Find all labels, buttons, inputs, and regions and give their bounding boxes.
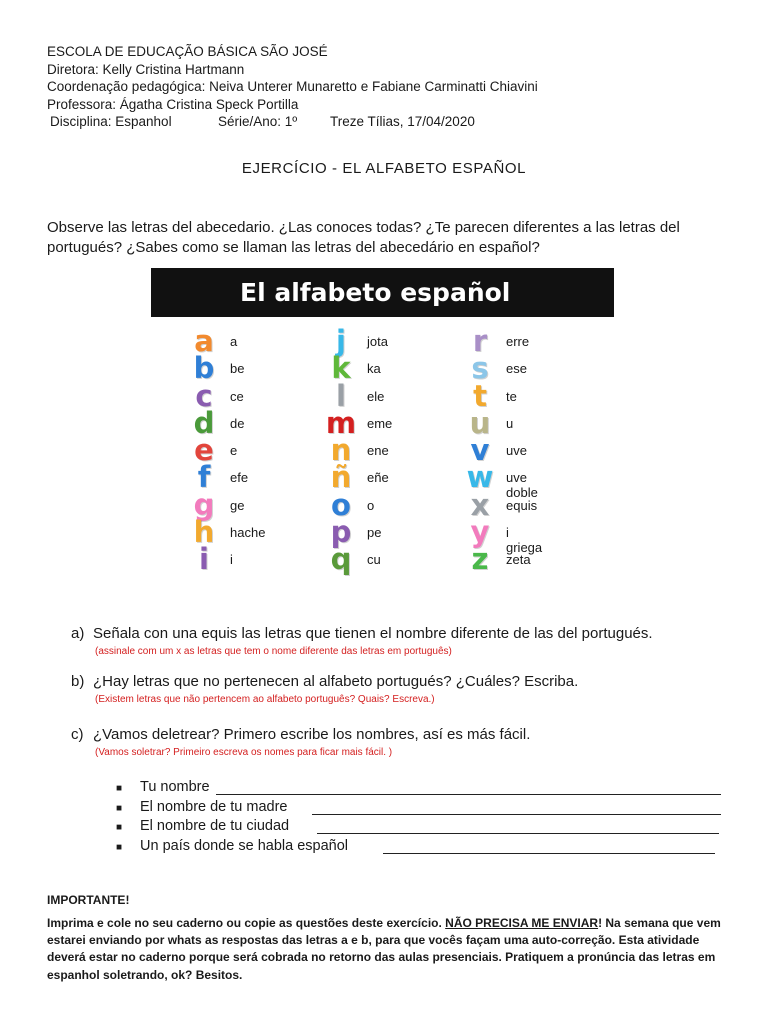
alphabet-letter: j: [336, 324, 346, 358]
question-text: Señala con una equis las letras que tienen el nombre diferente de las del portugués.: [93, 625, 653, 642]
alphabet-letter-name: cu: [367, 552, 381, 568]
alphabet-letter-name: be: [230, 361, 245, 377]
alphabet-letter-name: jota: [367, 334, 388, 349]
coordination-line: Coordenação pedagógica: Neiva Unterer Munaretto e Fabiane Carminatti Chiavini: [47, 79, 538, 94]
alphabet-letter-name: erre: [506, 334, 530, 349]
subject-line: Disciplina: Espanhol: [50, 114, 172, 129]
alphabet-letter-name: a: [230, 334, 238, 349]
answer-line[interactable]: [317, 833, 719, 834]
director-line: Diretora: Kelly Cristina Hartmann: [47, 61, 245, 77]
question-text: ¿Hay letras que no pertenecen al alfabeto portugués? ¿Cuáles? Escriba.: [93, 673, 579, 690]
place-date-line: Treze Tílias, 17/04/2020: [330, 114, 475, 129]
alphabet-letter-name: equis: [506, 497, 538, 513]
alphabet-letter-name: ese: [506, 361, 527, 377]
alphabet-letter-name: eñe: [367, 470, 389, 486]
alphabet-letter: g: [193, 487, 215, 522]
important-body: [47, 915, 723, 984]
important-text-1: Imprima e cole no seu caderno ou copie as questões deste exercício.: [47, 916, 446, 930]
alphabet-letter: v: [470, 433, 490, 468]
exercise-title: EJERCÍCIO - EL ALFABETO ESPAÑOL: [241, 160, 527, 177]
question-letter: c): [71, 726, 84, 743]
question-text: ¿Vamos deletrear? Primero escribe los nombres, así es más fácil.: [93, 726, 531, 743]
question-letter: a): [71, 625, 85, 642]
important-text-2: ! Na semana que vem estarei enviando por whats as respostas das letras a e b, para que vocês façam uma auto-correção. Esta atividade deverá estar no caderno porque será cobrada no retorno das aulas presenciais. Pratiquem a pronúncia das letras em espanhol soletrando, ok? Besitos.: [47, 916, 721, 982]
fill-in-label: El nombre de tu ciudad: [140, 818, 290, 834]
school-name: ESCOLA DE EDUCAÇÃO BÁSICA SÃO JOSÉ: [47, 44, 328, 59]
alphabet-letter-name: pe: [367, 525, 382, 541]
answer-line[interactable]: [216, 794, 721, 795]
alphabet-letter: l: [336, 378, 346, 413]
answer-line[interactable]: [383, 853, 715, 854]
alphabet-letter-name: e: [230, 443, 238, 459]
alphabet-letter: ñ: [330, 460, 352, 495]
alphabet-letter-name: ene: [367, 443, 389, 459]
alphabet-letter-name: de: [230, 415, 245, 431]
alphabet-letter-name: te: [506, 388, 517, 404]
alphabet-letter: d: [193, 405, 215, 440]
alphabet-letter-name: hache: [230, 525, 266, 541]
alphabet-banner: El alfabeto español: [151, 268, 614, 317]
alphabet-letter: p: [330, 515, 352, 550]
important-title: IMPORTANTE!: [47, 893, 130, 907]
alphabet-letter-name: zeta: [506, 552, 531, 568]
alphabet-letter-name: ge: [230, 497, 245, 513]
teacher-line: Professora: Ágatha Cristina Speck Portilla: [47, 96, 299, 112]
alphabet-letter: k: [331, 351, 351, 386]
alphabet-letter-name: ka: [367, 361, 381, 377]
fill-in-label: Un país donde se habla español: [140, 837, 348, 854]
alphabet-letter: w: [466, 460, 494, 495]
answer-line[interactable]: [312, 814, 721, 815]
alphabet-letter: m: [325, 405, 357, 440]
bullet: ■: [116, 822, 123, 833]
document-header: [47, 43, 538, 131]
question-letter: b): [71, 673, 85, 690]
bullet: ■: [116, 802, 123, 814]
alphabet-letter: u: [469, 405, 491, 440]
alphabet-letter-name: o: [367, 497, 375, 513]
bullet: ■: [116, 783, 123, 794]
alphabet-letter-name: ce: [230, 388, 244, 404]
alphabet-letter-name: eme: [367, 415, 393, 431]
question-translation: (assinale com um x as letras que tem o nome diferente das letras em português): [95, 646, 452, 657]
subject-row: [47, 113, 538, 131]
alphabet-letter-name: i griega: [506, 525, 543, 556]
question-translation: (Existem letras que não pertencem ao alfabeto português? Quais? Escreva.): [95, 694, 435, 705]
alphabet-letter-name: efe: [230, 470, 249, 486]
question-translation: (Vamos soletrar? Primeiro escreva os nomes para ficar mais fácil. ): [95, 747, 393, 758]
alphabet-letter: z: [471, 542, 489, 577]
alphabet-letter: f: [197, 460, 211, 495]
alphabet-letter-name: uve: [506, 443, 527, 459]
alphabet-letter-name: u: [506, 415, 514, 431]
alphabet-letter: i: [199, 542, 209, 577]
alphabet-letter: q: [330, 542, 352, 577]
alphabet-letter-name: ele: [367, 388, 385, 404]
alphabet-letter: t: [473, 378, 487, 413]
alphabet-letter: n: [330, 433, 352, 468]
alphabet-letter: y: [470, 515, 490, 550]
intro-paragraph: Observe las letras del abecedario. ¿Las conoces todas? ¿Te parecen diferentes a las letras del portugués? ¿Sabes como se llaman las letras del abecedário en español?: [47, 219, 680, 256]
important-underlined: NÃO PRECISA ME ENVIAR: [445, 916, 599, 930]
alphabet-letter: x: [470, 487, 490, 522]
alphabet-letter: a: [194, 324, 214, 358]
alphabet-letter-name: uve doble: [506, 470, 538, 501]
alphabet-letter: r: [472, 324, 488, 358]
alphabet-letter-name: i: [230, 552, 233, 568]
bullet: ■: [116, 841, 123, 853]
alphabet-letter: e: [194, 433, 214, 468]
alphabet-letter: s: [471, 351, 489, 386]
fill-in-label: Tu nombre: [140, 779, 210, 795]
fill-in-label: El nombre de tu madre: [140, 798, 288, 815]
alphabet-letter: c: [195, 378, 213, 413]
grade-line: Série/Ano: 1º: [218, 114, 298, 129]
alphabet-letter: o: [331, 487, 351, 522]
alphabet-letter: b: [193, 351, 215, 386]
alphabet-letter: h: [193, 515, 215, 550]
